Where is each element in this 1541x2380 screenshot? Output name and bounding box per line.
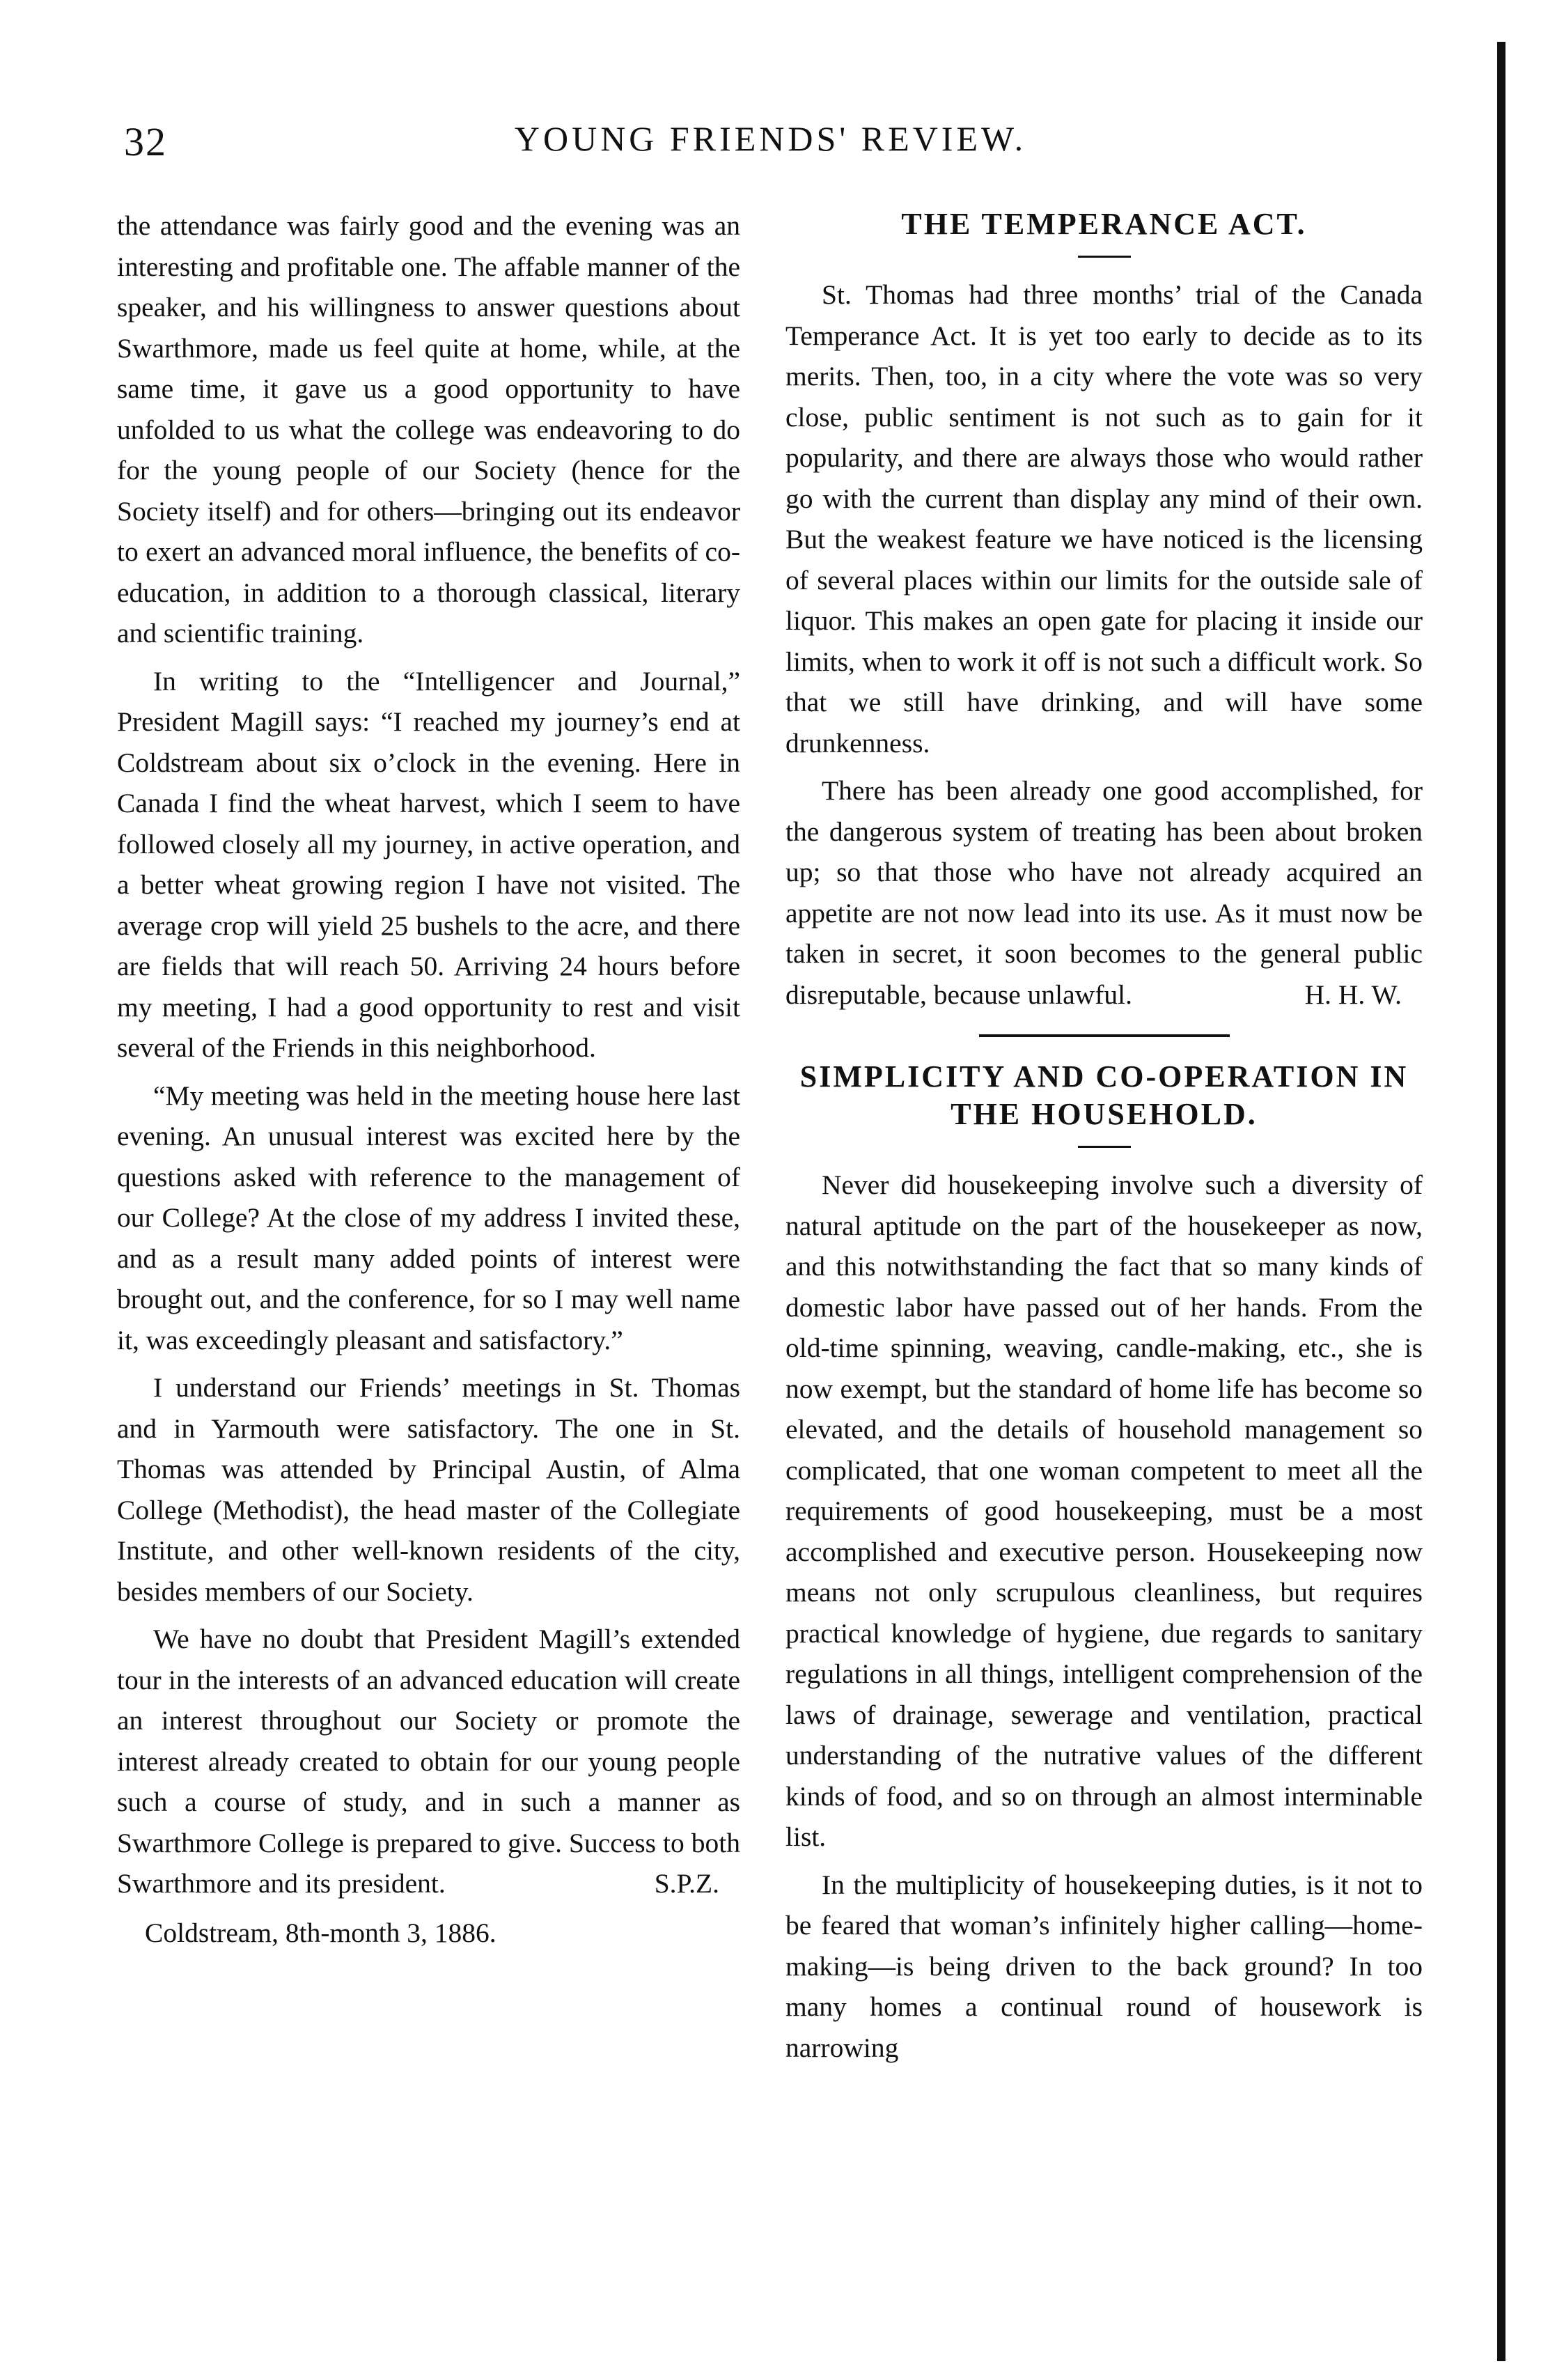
left-column: [117, 205, 740, 1960]
signature: H. H. W.: [1304, 979, 1402, 1010]
temperance-title: THE TEMPERANCE ACT.: [901, 207, 1307, 241]
simplicity-title: [785, 1058, 1423, 1133]
page-number: 32: [124, 119, 167, 164]
paragraph: “My meeting was held in the meeting house here last evening. An unusual interest was excited here by the questions asked with reference to the management of our College? At the close of my address I invited these, and as a result many added points of interest were brought out, and the conference, for so I may well name it, was exceedingly pleasant and satisfactory.”: [117, 1080, 740, 1355]
paragraph-with-signature: [785, 770, 1423, 1015]
dateline: Coldstream, 8th-month 3, 1886.: [145, 1917, 496, 1948]
title-line: THE HOUSEHOLD.: [951, 1097, 1258, 1131]
paragraph-with-signature: [117, 1619, 740, 1904]
signature: S.P.Z.: [654, 1868, 719, 1899]
paragraph: There has been already one good accomplished, for the dangerous system of treating has been about broken up; so that those who have not already acquired an appetite are not now lead into its use. As it must now be taken in secret, it soon becomes to the general public disreputable, because unlawful.: [785, 775, 1423, 1010]
article-separator: [979, 1034, 1230, 1037]
page-edge-rule: [1497, 42, 1505, 2361]
right-column: [785, 205, 1423, 2075]
paragraph: I understand our Friends’ meetings in St. Thomas and in Yarmouth were satisfactory. The one in St. Thomas was attended by Principal Austin, of Alma College (Methodist), the head master of the Collegiate Institute, and other well-known residents of the city, besides members of our Society.: [117, 1372, 740, 1607]
paragraph: In the multiplicity of housekeeping duties, is it not to be feared that woman’s infinitely higher calling—home-making—is being driven to the back ground? In too many homes a continual round of housework is narrowing: [785, 1869, 1423, 2063]
paragraph: St. Thomas had three months’ trial of the Canada Temperance Act. It is yet too early to decide as to its merits. Then, too, in a city where the vote was so very close, public sentiment is not such as to gain for it popularity, and there are always those who would rather go with the current than display any mind of their own. But the weakest feature we have noticed is the licensing of several places within our limits for the outside sale of liquor. This makes an open gate for placing it inside our limits, when to work it off is not such a difficult work. So that we still have drinking, and will have some drunkenness.: [785, 279, 1423, 759]
title-line: SIMPLICITY AND CO-OPERATION IN: [799, 1059, 1409, 1094]
paragraph: the attendance was fairly good and the evening was an interesting and profitable one. The affable manner of the speaker, and his willingness to answer questions about Swarthmore, made us feel quite at home, while, at the same time, it gave us a good opportunity to have unfolded to us what the college was endeavoring to do for the young people of our Society (hence for the Society itself) and for others—bringing out its endeavor to exert an advanced moral influence, the benefits of co-education, in addition to a thorough classical, literary and scientific training.: [117, 210, 740, 648]
title-rule: [1078, 256, 1131, 258]
paragraph: We have no doubt that President Magill’s extended tour in the interests of an advanced education will create an interest throughout our Society or promote the interest already created to obtain for our young people such a course of study, and in such a manner as Swarthmore College is prepared to give. Success to both Swarthmore and its president.: [117, 1624, 740, 1899]
title-rule: [1078, 1146, 1131, 1148]
paragraph: In writing to the “Intelligencer and Journal,” President Magill says: “I reached my journey’s end at Coldstream about six o’clock in the evening. Here in Canada I find the wheat harvest, which I seem to have followed closely all my journey, in active operation, and a better wheat growing region I have not visited. The average crop will yield 25 bushels to the acre, and there are fields that will reach 50. Arriving 24 hours before my meeting, I had a good opportunity to rest and visit several of the Friends in this neighborhood.: [117, 665, 740, 1063]
running-head: YOUNG FRIENDS' REVIEW.: [514, 119, 1027, 158]
paragraph: Never did housekeeping involve such a diversity of natural aptitude on the part of the housekeeper as now, and this notwithstanding the fact that so many kinds of domestic labor have passed out of her hands. From the old-time spinning, weaving, candle-making, etc., she is now exempt, but the standard of home life has become so elevated, and the details of household management so complicated, that one woman competent to meet all the requirements of good housekeeping, must be a most accomplished and executive person. Housekeeping now means not only scrupulous cleanliness, but requires practical knowledge of hygiene, due regards to sanitary regulations in all things, intelligent comprehension of the laws of drainage, sewerage and ventilation, practical understanding of the nutrative values of the different kinds of food, and so on through an almost interminable list.: [785, 1169, 1423, 1852]
